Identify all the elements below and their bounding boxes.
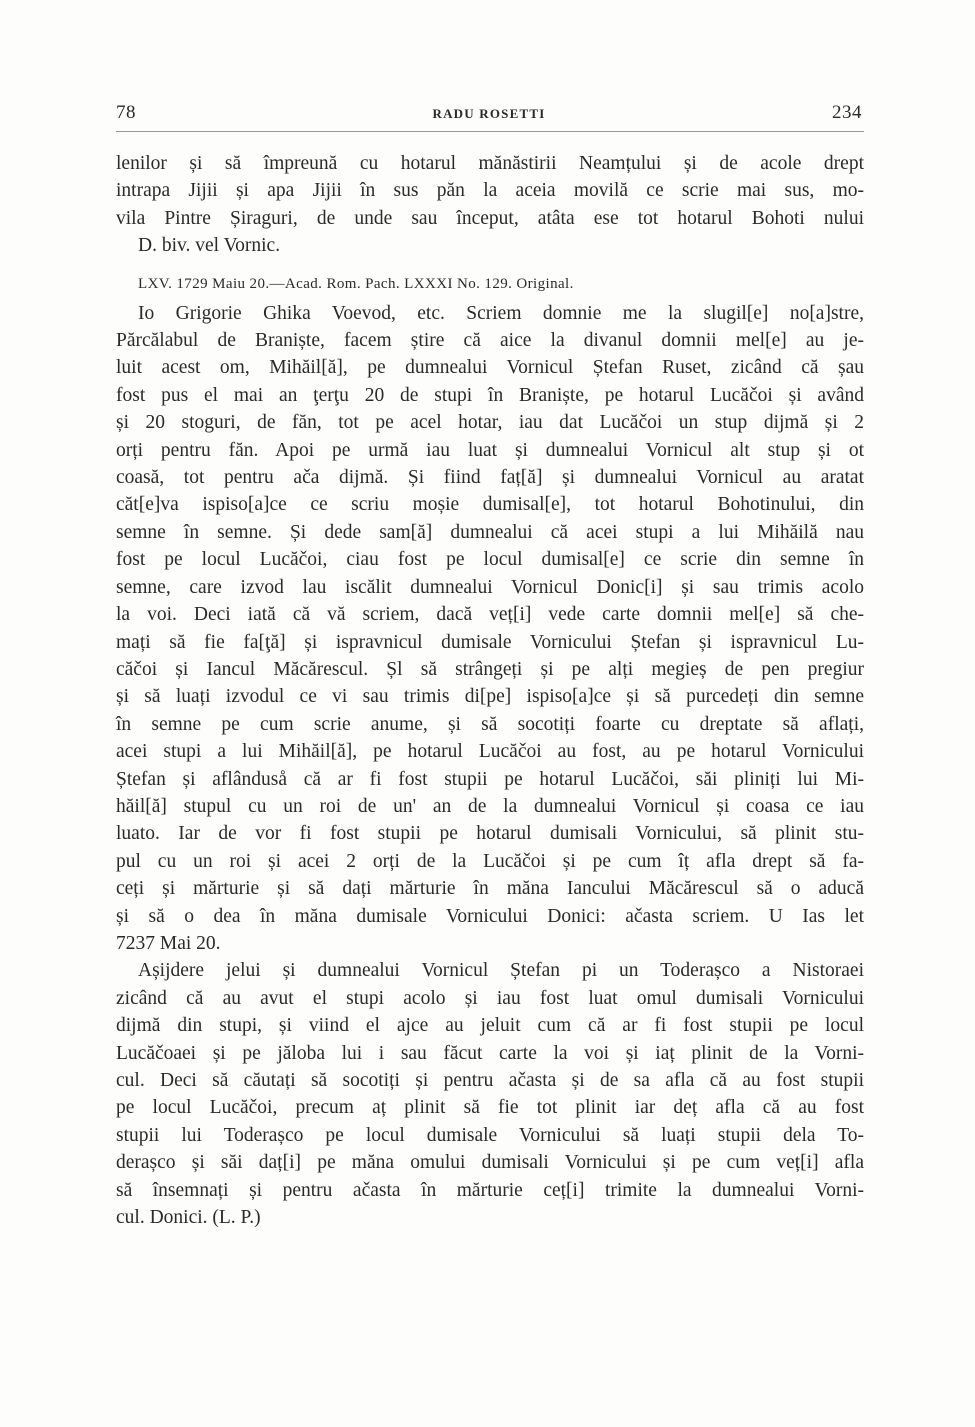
text-line: fost pus el mai an ţerţu 20 de stupi în Braniște, pe hotarul Lucăčoi și având [116, 384, 864, 406]
text-line: cul. Deci să căutați să socotiți și pentru ačasta și de sa afla că au fost stupii [116, 1070, 864, 1091]
text-line: vila Pintre Șiraguri, de unde sau început, atâta ese tot hotarul Bohoti nului [116, 207, 864, 229]
text-line: pe locul Lucăčoi, precum aț plinit să fie tot plinit iar deț afla că au fost [116, 1097, 864, 1119]
text-line: căčoi și Iancul Măcărescul. Șl să strângeți și pe alți megieș de pen pregiur [116, 658, 864, 680]
text-line: cul. Donici. (L. P.) [116, 1207, 261, 1229]
text-line: hăil[ă] stupul cu un roi de un' an de la dumnealui Vornicul și coasa ce iau [116, 795, 864, 817]
text-line: semne în semne. Și dede sam[ă] dumnealui că acei stupi a lui Mihăilă nau [116, 521, 864, 543]
text-line: Părcălabul de Braniște, facem știre că aice la divanul domnii mel[e] au je- [116, 330, 864, 352]
text-line: semne, care izvod lau iscălit dumnealui Vornicul Donic[i] și sau trimis acolo [116, 576, 864, 598]
header-rule [116, 131, 864, 132]
text-line: intrapa Jijii și apa Jijii în sus păn la aceia movilă ce scrie mai sus, mo- [116, 180, 864, 202]
text-line: și să luați izvodul ce vi sau trimis di[pe] ispiso[a]ce și să purcedeți din semne [116, 686, 864, 708]
text-line: Așijdere jelui și dumnealui Vornicul Ștefan pi un Toderașco a Nistoraei [138, 960, 864, 982]
text-line: acei stupi a lui Mihăil[ă], pe hotarul Lucăčoi au fost, au pe hotarul Vornicului [116, 741, 864, 763]
text-line: orți pentru făn. Apoi pe urmă iau luat și dumnealui Vornicul alt stup și ot [116, 439, 864, 461]
text-line: să însemnați și pentru ačasta în mărturie ceț[i] trimite la dumnealui Vorni- [116, 1179, 864, 1201]
paragraph-continuation [116, 150, 864, 260]
text-line: dijmă din stupi, și viind el ajce au jeluit cum că ar fi fost stupii pe locul [116, 1015, 864, 1037]
text-line: stupii lui Toderașco pe locul dumisale Vornicului să luați stupii dela To- [116, 1124, 864, 1146]
running-title: RADU ROSETTI [432, 106, 546, 121]
text-line: Io Grigorie Ghika Voevod, etc. Scriem domnie me la slugil[e] no[a]stre, [138, 302, 864, 324]
paragraph-document-text [116, 300, 864, 958]
text-line: în semne pe cum scrie anume, și să socotiți foarte cu dreptate să aflați, [116, 713, 864, 735]
text-line: fost pe locul Lucăčoi, ciau fost pe locul dumisal[e] ce scrie din semne în [116, 549, 864, 571]
text-line: ceți și mărturie și să dați mărturie în măna Iancului Măcărescul să o aducă [116, 878, 864, 900]
text-line: și 20 stoguri, de făn, tot pe acel hotar, iau dat Lucăčoi un stup dijmă și 2 [116, 412, 864, 434]
page-number-left: 78 [116, 102, 136, 123]
text-line: luit acest om, Mihăil[ă], pe dumnealui Vornicul Ștefan Ruset, zicând că șau [116, 357, 864, 379]
document-heading: LXV. 1729 Maiu 20.—Acad. Rom. Pach. LXXXI No. 129. Original. [138, 275, 574, 292]
text-line: la voi. Deci iată că vă scriem, dacă veț[i] vede carte domnii mel[e] să che- [116, 604, 864, 626]
text-line: derașco și săi daț[i] pe măna omului dumisali Vornicului și pe cum veț[i] afla [116, 1152, 864, 1174]
text-line: 7237 Mai 20. [116, 932, 221, 954]
page-body [116, 150, 864, 1231]
text-line: mați să fie fa[ţă] și ispravnicul dumisale Vornicului Ștefan și ispravnicul Lu- [116, 631, 864, 653]
text-line: căt[e]va ispiso[a]ce ce scriu moșie dumisal[e], tot hotarul Bohotinului, din [116, 494, 864, 516]
text-line: și să o dea în măna dumisale Vornicului Donici: ačasta scriem. U Ias let [116, 905, 864, 927]
text-line: Lucăčoaei și pe jăloba lui i sau făcut carte la voi și iaț plinit de la Vorni- [116, 1042, 864, 1064]
page-header [116, 102, 862, 132]
text-line: lenilor și să împreună cu hotarul mănăstirii Neamțului și de acole drept [116, 153, 864, 174]
text-line: coasă, tot pentru ačа dijmă. Și fiind faț[ă] și dumnealui Vornicul au aratat [116, 467, 864, 489]
text-line: Ștefan și aflânduså că ar fi fost stupii pe hotarul Lucăčoi, săi pliniți lui Mi- [116, 768, 864, 790]
text-line: D. biv. vel Vornic. [138, 235, 281, 257]
text-line: pul cu un roi și acei 2 orți de la Lucăčoi și pe cum îț afla drept să fa- [116, 850, 864, 872]
text-line: zicând că au avut el stupi acolo și iau fost luat omul dumisali Vornicului [116, 987, 864, 1009]
page-number-right: 234 [832, 102, 862, 123]
text-line: luato. Iar de vor fi fost stupii pe hotarul dumisali Vornicului, să plinit stu- [116, 823, 864, 845]
paragraph-document-text-2 [116, 957, 864, 1231]
